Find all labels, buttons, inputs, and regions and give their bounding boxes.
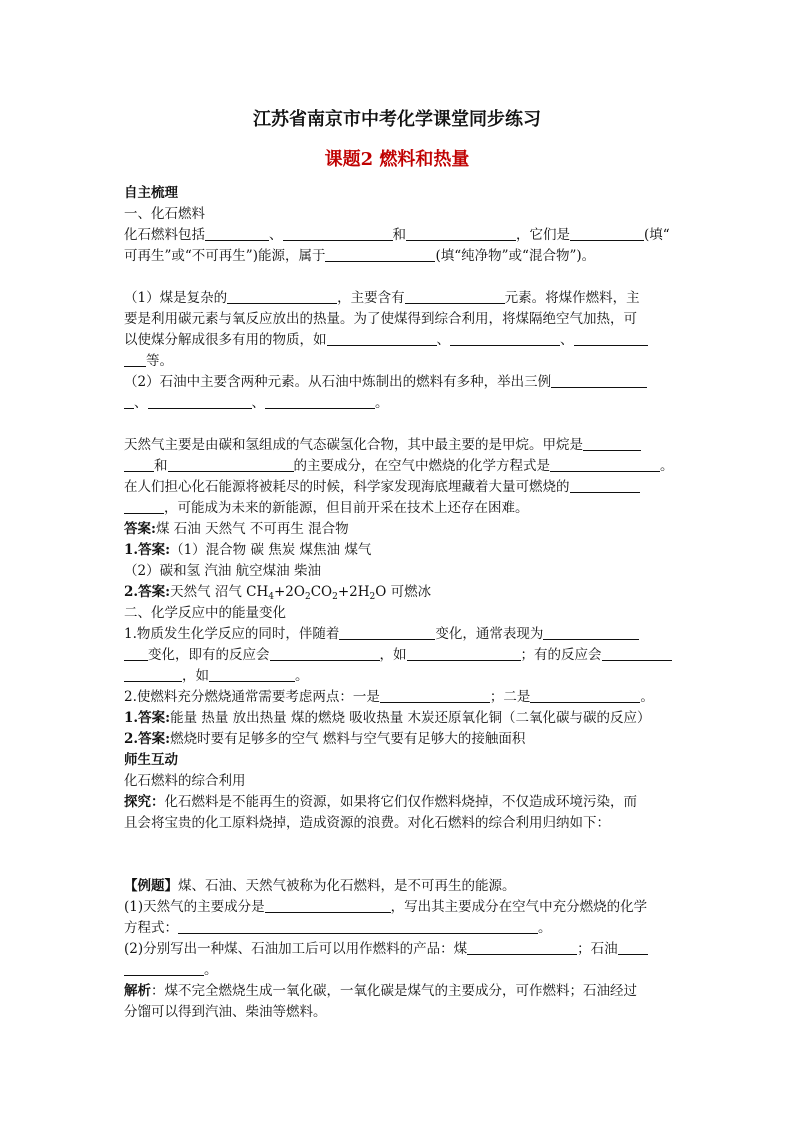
answer-blank	[574, 331, 648, 346]
part2-heading: 二、化学反应中的能量变化	[124, 605, 286, 621]
answer-blank	[124, 457, 154, 472]
energy-question2: 2.使燃料充分燃烧通常需要考虑两点：一是 ；二是 。	[124, 689, 654, 705]
answer-blank	[205, 226, 269, 241]
oil-question-line2: 、 、 。	[124, 393, 670, 414]
answer-blank	[327, 331, 437, 346]
fossil-fuels-question-line2: 可再生”或“不可再生”)能源，属于 (填“纯净物”或“混合物”)。	[124, 248, 596, 264]
answer-blank	[227, 289, 337, 304]
answer-blank	[339, 625, 435, 640]
lesson-subtitle: 课题2 燃料和热量	[324, 149, 470, 170]
interaction-topic: 化石燃料的综合利用	[124, 773, 246, 789]
answer-blank	[543, 625, 639, 640]
answer-blank	[270, 646, 380, 661]
natural-gas-line4: ，可能成为未来的新能源，但目前开采在技术上还存在困难。	[124, 498, 670, 519]
natural-gas-line3: 在人们担心化石能源将被耗尽的时候，科学家发现海底埋藏着大量可燃烧的	[124, 477, 670, 498]
answer-blank	[583, 436, 641, 451]
answer-blank	[602, 646, 672, 661]
answer-blank	[265, 394, 375, 409]
explore-line2: 且会将宝贵的化工原料烧掉，造成资源的浪费。对化石燃料的综合利用归纳如下：	[124, 815, 610, 831]
energy-question1-line2: 变化，即有的反应会 ，如 ；有的反应会	[124, 645, 670, 666]
answer-blank	[406, 226, 516, 241]
answer-blank	[325, 247, 435, 262]
answer-blank	[380, 688, 490, 703]
section-heading-interaction: 师生互动	[124, 752, 178, 768]
coal-question-line4: 等。	[124, 351, 670, 372]
document-body	[124, 183, 674, 1023]
answer-line-0: 答案:煤 石油 天然气 不可再生 混合物	[124, 521, 349, 537]
answer-blank	[178, 919, 538, 934]
example-question1-line2: 方程式： 。	[124, 920, 552, 936]
answer-blank	[405, 289, 505, 304]
answer-line-2: （2）碳和氢 汽油 航空煤油 柴油	[124, 563, 321, 579]
analysis-line2: 分馏可以得到汽油、柴油等燃料。	[124, 1004, 327, 1020]
example-intro: 【例题】煤、石油、天然气被称为化石燃料，是不可再生的能源。	[124, 878, 516, 894]
answer-blank	[168, 457, 294, 472]
answer-blank	[551, 373, 647, 388]
answer-blank	[124, 394, 134, 409]
energy-question1-line3: ，如 。	[124, 666, 670, 687]
energy-answer-line1: 1.答案:能量 热量 放出热量 煤的燃烧 吸收热量 木炭还原氧化铜（二氧化碳与碳的反应）	[124, 710, 651, 726]
oil-question-line1: （2）石油中主要含两种元素。从石油中炼制出的燃料有多种，举出三例	[124, 372, 670, 393]
natural-gas-line1: 天然气主要是由碳和氢组成的气态碳氢化合物，其中最主要的是甲烷。甲烷是	[124, 435, 670, 456]
answer-blank	[467, 940, 577, 955]
document-title: 江苏省南京市中考化学课堂同步练习	[253, 109, 541, 130]
example-question1-line1: (1)天然气的主要成分是 ，写出其主要成分在空气中充分燃烧的化学	[124, 899, 648, 915]
natural-gas-line2: 和 的主要成分，在空气中燃烧的化学方程式是 。	[124, 456, 670, 477]
answer-line-1: 1.答案:（1）混合物 碳 焦炭 煤焦油 煤气	[124, 542, 372, 558]
energy-answer-line2: 2.答案:燃烧时要有足够多的空气 燃料与空气要有足够大的接触面积	[124, 731, 526, 747]
answer-blank	[265, 898, 391, 913]
section-heading-self-study: 自主梳理	[124, 185, 178, 201]
answer-blank	[407, 646, 521, 661]
energy-question1-line1: 1.物质发生化学反应的同时，伴随着 变化，通常表现为	[124, 624, 670, 645]
coal-question-line2: 要是利用碳元素与氧反应放出的热量。为了使煤得到综合利用，将煤隔绝空气加热，可	[124, 311, 637, 327]
answer-blank	[618, 940, 648, 955]
answer-blank	[124, 499, 164, 514]
example-question2-line1: (2)分别写出一种煤、石油加工后可以用作燃料的产品：煤 ；石油	[124, 939, 670, 960]
coal-question-line1: （1）煤是复杂的 ，主要含有 元素。将煤作燃料，主	[124, 290, 640, 306]
answer-line-3: 2.答案:天然气 沼气 $CH_4+2O_2CO_2+2H_2O$ 可燃冰	[124, 584, 432, 602]
coal-question-line3: 以使煤分解成很多有用的物质，如 、 、	[124, 330, 670, 351]
explore-line1: 探究：化石燃料是不能再生的资源，如果将它们仅作燃料烧掉，不仅造成环境污染，而	[124, 794, 637, 810]
answer-blank	[530, 688, 640, 703]
part1-heading: 一、化石燃料	[124, 206, 205, 222]
answer-blank	[148, 394, 252, 409]
answer-blank	[283, 226, 393, 241]
fossil-fuels-question-line1: 化石燃料包括 、 和 ，它们是 (填“	[124, 227, 670, 243]
answer-blank	[124, 667, 182, 682]
answer-blank	[570, 478, 640, 493]
answer-blank	[550, 457, 660, 472]
answer-blank	[450, 331, 560, 346]
answer-blank	[124, 961, 204, 976]
example-question2-line2: 。	[124, 960, 670, 981]
analysis-line1: 解析：煤不完全燃烧生成一氧化碳，一氧化碳是煤气的主要成分，可作燃料；石油经过	[124, 983, 637, 999]
answer-blank	[124, 352, 146, 367]
answer-blank	[209, 667, 295, 682]
answer-blank	[124, 646, 148, 661]
answer-blank	[570, 226, 644, 241]
